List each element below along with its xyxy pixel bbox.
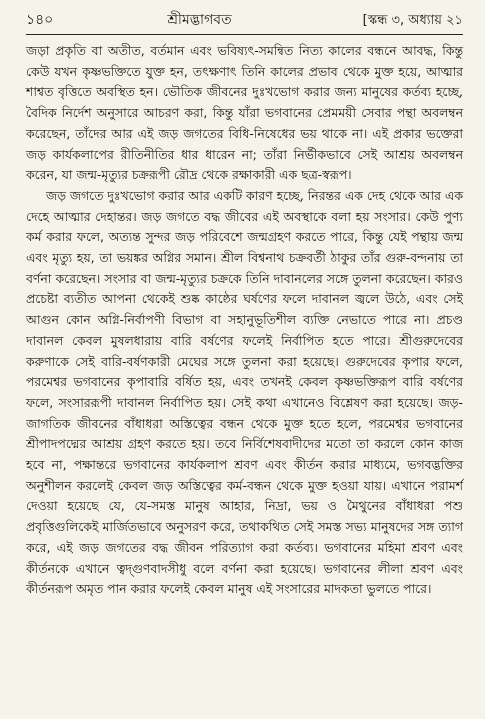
paragraph-2: জড় জগতে দুঃখভোগ করার আর একটি কারণ হচ্ছে, নিরন্তর এক দেহ থেকে আর এক দেহে আত্মার দেহান্তর। জড় জগতে বদ্ধ জীবের এই অবস্থাকে বলা হয় সংসার। কেউ পুণ্য কর্ম করার ফলে, অত্যন্ত সুন্দর জড় পরিবেশে জন্মগ্রহণ করতে পারে, কিন্তু যেই পন্থায় জন্ম এবং মৃত্যু হয়, তা ভয়ঙ্কর অগ্নির সমান। শ্রীল বিশ্বনাথ চক্রবর্তী ঠাকুর তাঁর গুরু-বন্দনায় তা বর্ণনা করেছেন। সংসার বা জন্ম-মৃত্যুর চক্রকে তিনি দাবানলের সঙ্গে তুলনা করেছেন। কারও প্রচেষ্টা ব্যতীত আপনা থেকেই শুষ্ক কাষ্ঠের ঘর্ষণের ফলে দাবানল জ্বলে উঠে, এবং সেই আগুন কোন অগ্নি-নির্বাপণী বিভাগ বা সহানুভূতিশীল ব্যক্তি নেভাতে পারে না। প্রচণ্ড দাবানল কেবল মুষলধারায় বারি বর্ষণের ফলেই নির্বাপিত হতে পারে। শ্রীগুরুদেবের করুণাকে সেই বারি-বর্ষণকারী মেঘের সঙ্গে তুলনা করা হয়েছে। গুরুদেবের কৃপার ফলে, পরমেশ্বর ভগবানের কৃপাবারি বর্ষিত হয়, এবং তখনই কেবল কৃষ্ণভক্তিরূপ বারি বর্ষণের ফলে, সংসাররূপী দাবানল নির্বাপিত হয়। সেই কথা এখানেও বিশ্লেষণ করা হয়েছে। জড়-জাগতিক জীবনের বাঁধাধরা অস্তিত্বের বন্ধন থেকে মুক্ত হতে হলে, পরমেশ্বর ভগবানের শ্রীপাদপদ্মের আশ্রয় গ্রহণ করতে হয়। তবে নির্বিশেষবাদীদের মতো তা করলে কোন কাজ হবে না, পক্ষান্তরে ভগবানের কার্যকলাপ শ্রবণ এবং কীর্তন করার মাধ্যমে, ভগবদ্ভক্তির অনুশীলন করলেই কেবল জড় অস্তিত্বের কর্ম-বন্ধন থেকে মুক্ত হওয়া যায়। এখানে পরামর্শ দেওয়া হয়েছে যে, যে-সমস্ত মানুষ আহার, নিদ্রা, ভয় ও মৈথুনের বাঁধাধরা পশু প্রবৃত্তিগুলিকেই মার্জিতভাবে অনুসরণ করে, তথাকথিত সেই সমস্ত সভ্য মানুষদের সঙ্গ ত্যাগ করে, এই জড় জগতের বদ্ধ জীবন পরিত্যাগ করা কর্তব্য। ভগবানের মহিমা শ্রবণ এবং কীর্তনকে এখানে ত্বদ্গুণবাদসীধু বলে বর্ণনা করা হয়েছে। ভগবানের লীলা শ্রবণ এবং কীর্তনরূপ অমৃত পান করার ফলেই কেবল মানুষ এই সংসারের মাদকতা ভুলতে পারে। <box>26 187 463 597</box>
page-number: ১৪০ <box>26 12 54 28</box>
paragraph-1: জড়া প্রকৃতি বা অতীত, বর্তমান এবং ভবিষ্যৎ-সমন্বিত নিত্য কালের বন্ধনে আবদ্ধ, কিন্তু কেউ যখন কৃষ্ণভক্তিতে যুক্ত হন, তৎক্ষণাৎ তিনি কালের প্রভাব থেকে মুক্ত হয়ে, আত্মার শাশ্বত বৃত্তিতে অবস্থিত হন। ভৌতিক জীবনের দুঃখভোগ করার জন্য মানুষের কর্তব্য হচ্ছে, বৈদিক নির্দেশ অনুসারে আচরণ করা, কিন্তু যাঁরা ভগবানের প্রেমময়ী সেবার পন্থা অবলম্বন করেছেন, তাঁদের আর এই জড় জগতের বিধি-নিষেধের ভয় থাকে না। এই প্রকার ভক্তেরা জড় কার্যকলাপের রীতিনীতির ধার ধারেন না; তাঁরা নির্ভীকভাবে সেই আশ্রয় অবলম্বন করেন, যা জন্ম-মৃত্যুর চক্ররূপী রৌদ্র থেকে রক্ষাকারী এক ছত্র-স্বরূপ। <box>26 43 463 183</box>
running-header <box>26 8 463 34</box>
header-rule <box>26 34 463 35</box>
book-title: শ্রীমদ্ভাগবত <box>167 12 232 28</box>
section-reference: [স্কন্ধ ৩, অধ্যায় ২১ <box>362 13 463 28</box>
